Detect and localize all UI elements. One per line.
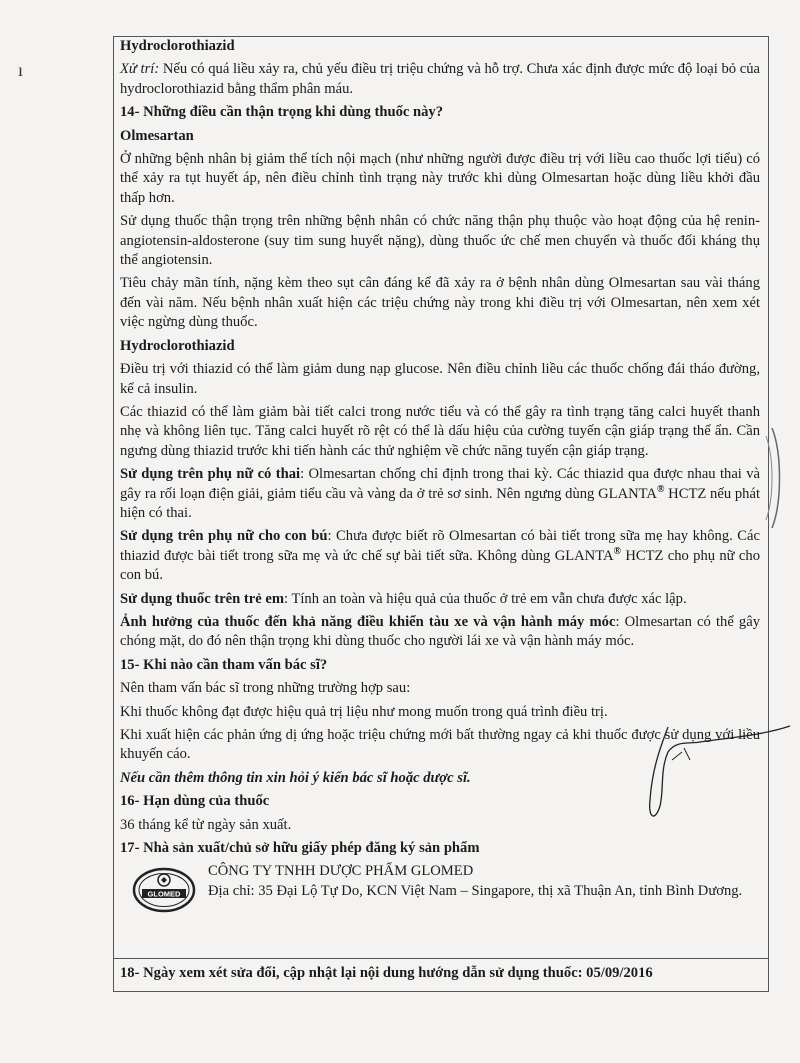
lactation-label: Sử dụng trên phụ nữ cho con bú	[120, 528, 328, 545]
pregnancy-paragraph	[120, 465, 760, 523]
pregnancy-reg-mark: ®	[656, 483, 665, 495]
manufacturer-info	[208, 862, 760, 901]
side-stamp-icon	[742, 428, 782, 528]
lactation-text-2: HCTZ cho phụ nữ cho con bú.	[120, 547, 760, 584]
lactation-reg-mark: ®	[613, 545, 621, 557]
s13-text: Nếu có quá liều xảy ra, chủ yếu điều trị triệu chứng và hỗ trợ. Chưa xác định được mức độ loại bỏ của hydroclorothiazid bằng thẩm phân máu.	[120, 61, 760, 97]
s16-heading: 16- Hạn dùng của thuốc	[120, 793, 270, 810]
s14-paragraph-2: Sử dụng thuốc thận trọng trên những bệnh nhân có chức năng thận phụ thuộc vào hoạt động của hệ renin-angiotensin-aldosterone (suy tim sung huyết nặng), dùng thuốc ức chế men chuyển và thuốc đối kháng thụ thể angiotensin.	[120, 213, 760, 269]
s16-paragraph: 36 tháng kể từ ngày sản xuất.	[120, 816, 292, 833]
logo-text: GLOMED	[147, 889, 181, 899]
manufacturer-block	[120, 862, 760, 922]
section-divider	[113, 958, 769, 959]
s14-paragraph-1: Ở những bệnh nhân bị giảm thể tích nội mạch (như những người được điều trị với liều cao thuốc lợi tiểu) có thể xảy ra tụt huyết áp, nên điều chỉnh tình trạng này trước khi dùng Olmesartan hoặc dùng liều khởi đầu thấp hơn.	[120, 151, 760, 206]
glomed-logo-icon	[120, 862, 208, 918]
s15-paragraph-3: Khi xuất hiện các phản ứng dị ứng hoặc triệu chứng mới bất thường ngay cả khi thuốc được sử dụng với liều khuyến cáo.	[120, 727, 760, 763]
glomed-logo	[120, 862, 208, 922]
s13-label: Xử trí:	[120, 61, 160, 78]
children-paragraph	[120, 590, 760, 609]
pregnancy-text: : Olmesartan chống chỉ định trong thai kỳ. Các thiazid qua được nhau thai và gây ra rối loạn điện giải, giảm tiểu cầu và vàng da ở trẻ sơ sinh. Nên ngưng dùng GLANTA	[120, 466, 761, 502]
driving-label: Ảnh hưởng của thuốc đến khả năng điều khiển tàu xe và vận hành máy móc	[120, 613, 616, 630]
driving-text: : Olmesartan có thể gây chóng mặt, do đó nên thận trọng khi dùng thuốc cho người lái xe và vận hành máy móc.	[120, 613, 761, 650]
children-label: Sử dụng thuốc trên trẻ em	[120, 590, 285, 607]
pregnancy-text-2: HCTZ nếu phát hiện có thai.	[120, 485, 760, 521]
lactation-paragraph	[120, 527, 760, 585]
margin-mark: ı	[18, 60, 24, 80]
s14-subheading-olmesartan: Olmesartan	[120, 127, 194, 144]
pregnancy-label: Sử dụng trên phụ nữ có thai	[120, 466, 301, 483]
company-address: Địa chỉ: 35 Đại Lộ Tự Do, KCN Việt Nam – Singapore, thị xã Thuận An, tỉnh Bình Dương.	[208, 882, 743, 899]
children-text: : Tính an toàn và hiệu quả của thuốc ở trẻ em vẫn chưa được xác lập.	[284, 590, 687, 607]
s18-heading: 18- Ngày xem xét sửa đổi, cập nhật lại nội dung hướng dẫn sử dụng thuốc: 05/09/2016	[120, 965, 653, 981]
s14-heading: 14- Những điều cần thận trọng khi dùng thuốc này?	[120, 104, 444, 121]
s15-heading: 15- Khi nào cần tham vấn bác sĩ?	[120, 656, 328, 673]
driving-paragraph	[120, 613, 760, 652]
s13-subheading: Hydroclorothiazid	[120, 38, 235, 54]
document-body	[120, 37, 760, 928]
s15-paragraph-2: Khi thuốc không đạt được hiệu quả trị liệu như mong muốn trong quá trình điều trị.	[120, 703, 608, 720]
lactation-text: : Chưa được biết rõ Olmesartan có bài tiết trong sữa mẹ hay không. Các thiazid được bài tiết trong sữa mẹ và ức chế sự bài tiết sữa. Không dùng GLANTA	[120, 528, 760, 564]
s15-paragraph-1: Nên tham vấn bác sĩ trong những trường hợp sau:	[120, 680, 411, 697]
s13-paragraph	[120, 60, 760, 99]
s14-subheading-hctz: Hydroclorothiazid	[120, 337, 235, 354]
s14-paragraph-5: Các thiazid có thể làm giảm bài tiết calci trong nước tiểu và có thể gây ra tình trạng tăng calci huyết thanh nhẹ và không liên tục. Tăng calci huyết rõ rệt có thể là dấu hiệu của cường tuyến cận giáp trạng thể ẩn. Cần ngưng dùng thiazid trước khi tiến hành các thử nghiệm về chức năng tuyến cận giáp trạng.	[120, 403, 760, 459]
s15-note: Nếu cần thêm thông tin xin hỏi ý kiến bác sĩ hoặc dược sĩ.	[120, 769, 471, 786]
s14-paragraph-3: Tiêu chảy mãn tính, nặng kèm theo sụt cân đáng kể đã xảy ra ở bệnh nhân dùng Olmesartan sau vài tháng đến vài năm. Nếu bệnh nhân xuất hiện các triệu chứng này trong khi điều trị với Olmesartan, nên xem xét việc ngừng dùng thuốc.	[120, 275, 760, 331]
s17-heading: 17- Nhà sản xuất/chủ sở hữu giấy phép đăng ký sản phẩm	[120, 840, 480, 857]
s14-paragraph-4: Điều trị với thiazid có thể làm giảm dung nạp glucose. Nên điều chỉnh liều các thuốc chống đái tháo đường, kể cả insulin.	[120, 361, 760, 397]
company-name: CÔNG TY TNHH DƯỢC PHẨM GLOMED	[208, 863, 474, 880]
